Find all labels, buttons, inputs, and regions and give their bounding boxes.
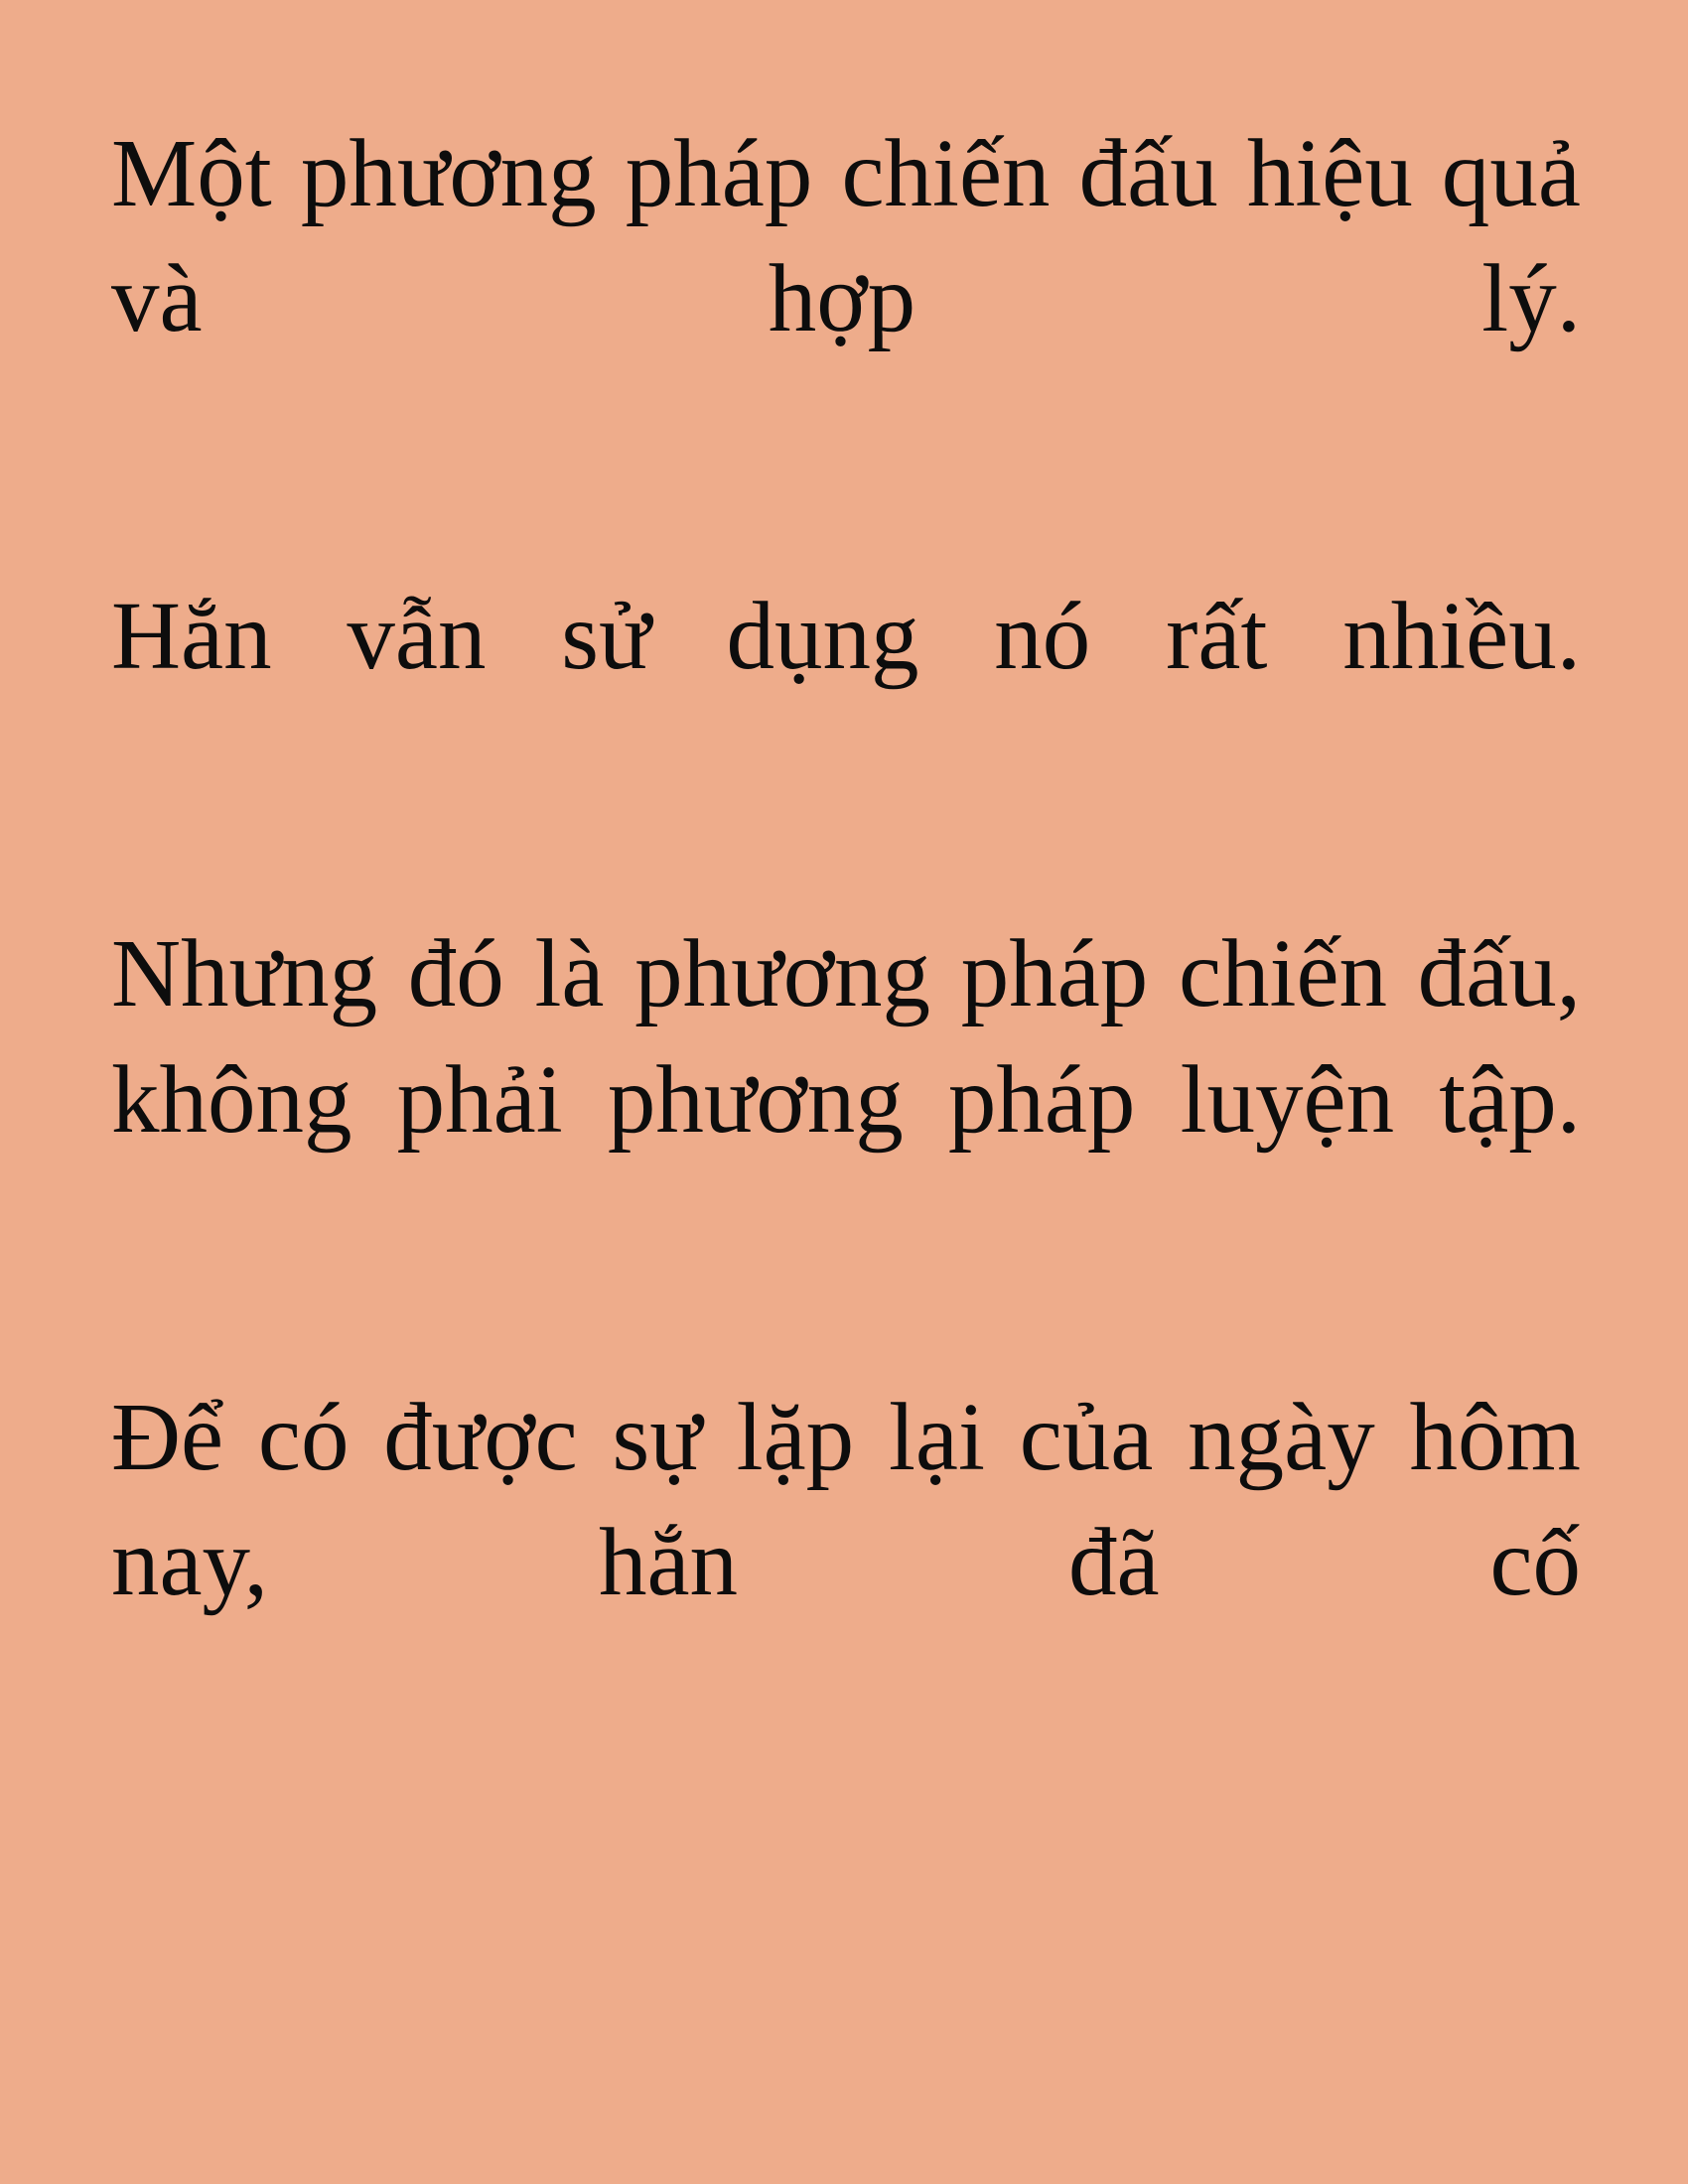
paragraph-4: Để có được sự lặp lại của ngày hôm nay, hắn đã cố: [111, 1383, 1581, 1615]
paragraph-2: Hắn vẫn sử dụng nó rất nhiều.: [111, 583, 1581, 690]
paragraph-1: Một phương pháp chiến đấu hiệu quả và hợp lý.: [111, 120, 1581, 352]
paragraph-3: Nhưng đó là phương pháp chiến đấu, không phải phương pháp luyện tập.: [111, 920, 1581, 1153]
